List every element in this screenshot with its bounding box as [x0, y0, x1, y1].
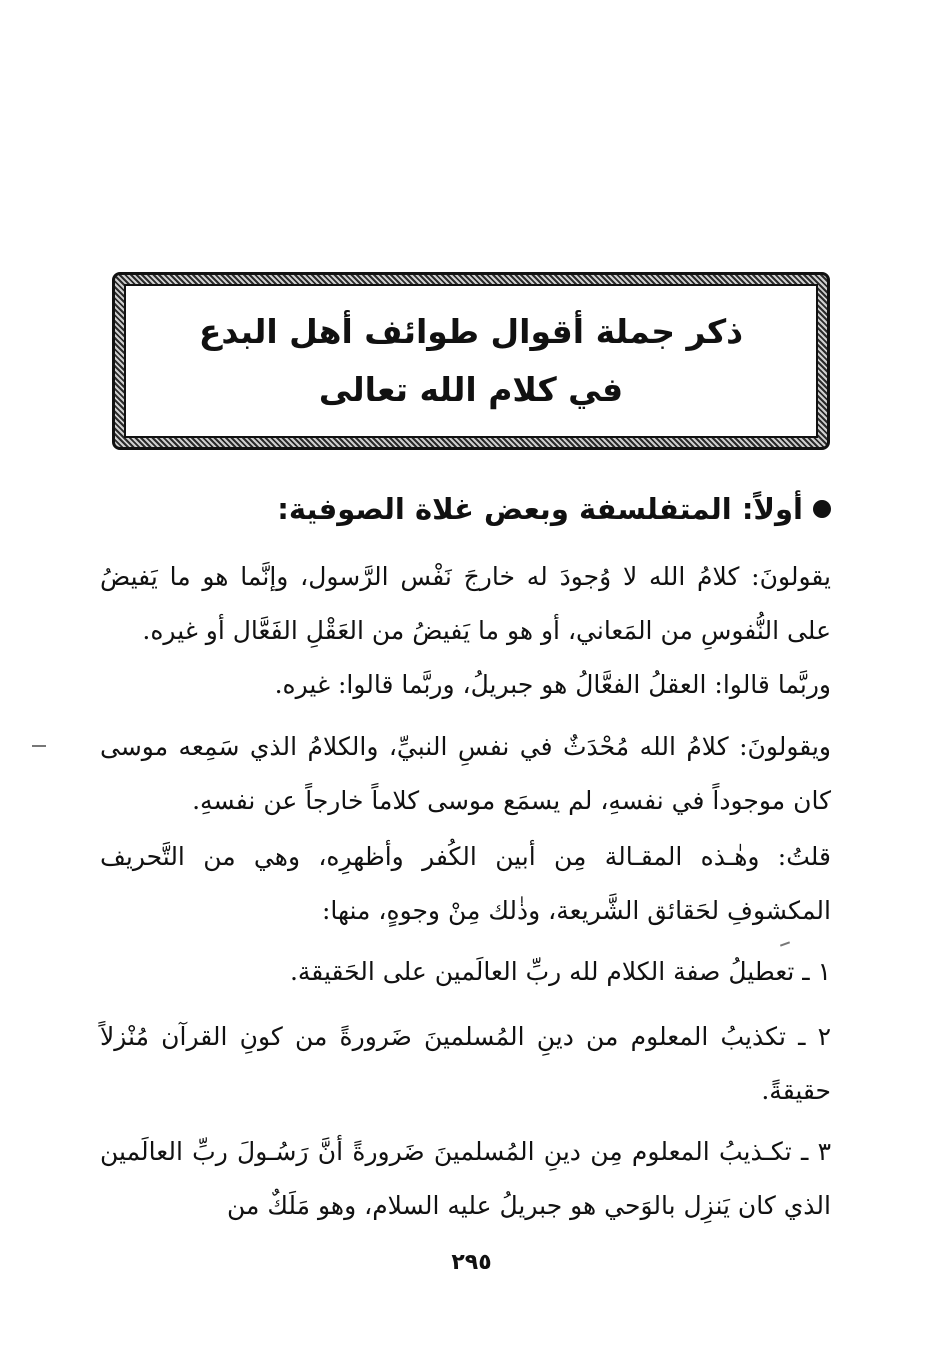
page-number: ٢٩٥: [451, 1250, 492, 1275]
bullet-icon: [813, 500, 831, 518]
paragraph-3: ويقولونَ: كلامُ الله مُحْدَثٌ في نفسِ النبيِّ، والكلامُ الذي سَمِعه موسى كان موجوداً في نفسهِ، لم يسمَع موسى كلاماً خارجاً عن نفسهِ.: [100, 732, 831, 815]
paragraph-1: يقولونَ: كلامُ الله لا وُجودَ له خارجَ نَفْس الرَّسول، وإنَّما هو ما يَفيضُ على النُّفوسِ من المَعاني، أو هو ما يَفيضُ من العَقْلِ الفَعَّال أو غيره.: [100, 562, 831, 645]
title-frame: [112, 272, 830, 450]
list-item-3: ٣ ـ تكـذيبُ المعلوم مِن دينِ المُسلمينَ ضَرورةً أنَّ رَسُـولَ ربِّ العالَمين الذي كان يَنزِل بالوَحي هو جبريلُ عليه السلام، وهو مَلَكٌ من: [100, 1137, 831, 1220]
section-heading: [277, 492, 831, 526]
title-line-1: ذكر جملة أقوال طوائف أهل البدع: [198, 312, 744, 351]
list-item-2: ٢ ـ تكذيبُ المعلوم من دينِ المُسلمينَ ضَرورةً من كونِ القرآن مُنْزلاً حقيقةً.: [100, 1022, 831, 1105]
scan-speck: [32, 745, 46, 747]
paragraph-4: قلتُ: وهٰـذه المقـالة مِن أبين الكُفر وأظهرِه، وهي من التَّحريف المكشوفِ لحَقائق الشَّريعة، وذٰلك مِنْ وجوهٍ، منها:: [100, 842, 831, 925]
paragraph-2: وربَّما قالوا: العقلُ الفعَّالُ هو جبريلُ، وربَّما قالوا: غيره.: [274, 670, 831, 699]
title-box: [124, 284, 818, 438]
title-line-2: في كلام الله تعالى: [318, 370, 624, 409]
list-item-1: ١ ـ تعطيلُ صفة الكلام لله ربِّ العالَمين على الحَقيقة.: [289, 957, 831, 986]
section-heading-text: أولاً: المتفلسفة وبعض غلاة الصوفية:: [277, 492, 803, 526]
